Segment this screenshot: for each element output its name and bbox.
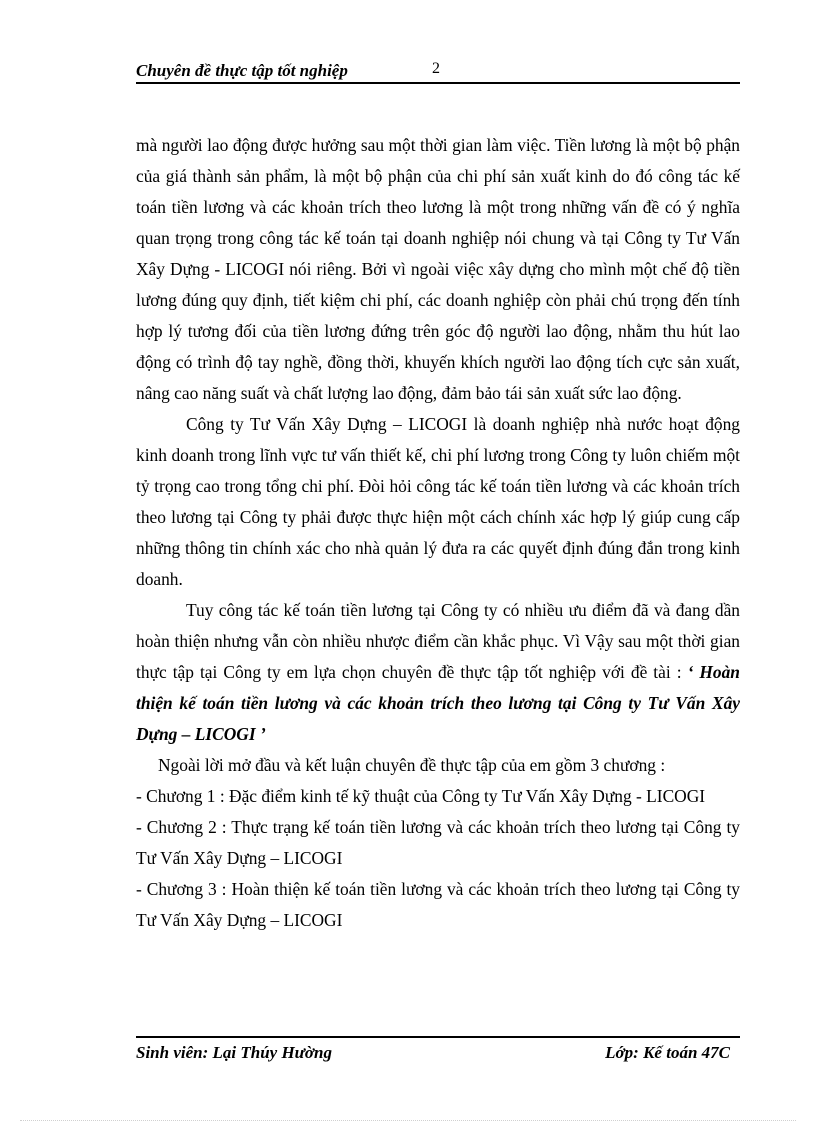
student-name: Sinh viên: Lại Thúy Hường: [136, 1043, 332, 1062]
page-edge-divider: [20, 1120, 796, 1121]
paragraph-1: mà người lao động được hưởng sau một thời gian làm việc. Tiền lương là một bộ phận của giá thành sản phẩm, là một bộ phận của chi phí sản xuất kinh do đó công tác kế toán tiền lương và các khoản trích theo lương là một trong những vấn đề có ý nghĩa quan trọng trong công tác kế toán tại doanh nghiệp nói chung và tại Công ty Tư Vấn Xây Dựng - LICOGI nói riêng. Bởi vì ngoài việc xây dựng cho mình một chế độ tiền lương đúng quy định, tiết kiệm chi phí, các doanh nghiệp còn phải chú trọng đến tính hợp lý tương đối của tiền lương đứng trên góc độ người lao động, nhằm thu hút lao động có trình độ tay nghề, đồng thời, khuyến khích người lao động tích cực sản xuất, nâng cao năng suất và chất lượng lao động, đảm bảo tái sản xuất sức lao động.: [136, 135, 740, 403]
chapter-1: - Chương 1 : Đặc điểm kinh tế kỹ thuật của Công ty Tư Vấn Xây Dựng - LICOGI: [136, 786, 706, 806]
paragraph-2: Công ty Tư Vấn Xây Dựng – LICOGI là doanh nghiệp nhà nước hoạt động kinh doanh trong lĩnh vực tư vấn thiết kế, chi phí lương trong Công ty luôn chiếm một tỷ trọng cao trong tổng chi phí. Đòi hỏi công tác kế toán tiền lương và các khoản trích theo lương tại Công ty phải được thực hiện một cách chính xác hợp lý giúp cung cấp những thông tin chính xác cho nhà quản lý đưa ra các quyết định đúng đắn trong kinh doanh.: [136, 414, 740, 589]
paragraph-3-text: Tuy công tác kế toán tiền lương tại Công ty có nhiều ưu điểm đã và đang dần hoàn thiện nhưng vẫn còn nhiều nhược điểm cần khắc phục. Vì Vậy sau một thời gian thực tập tại Công ty em lựa chọn chuyên đề thực tập tốt nghiệp với đề tài :: [136, 600, 740, 682]
page-footer: [136, 1036, 740, 1070]
class-name: Lớp: Kế toán 47C: [605, 1043, 730, 1062]
chapter-3: - Chương 3 : Hoàn thiện kế toán tiền lương và các khoản trích theo lương tại Công ty Tư Vấn Xây Dựng – LICOGI: [136, 879, 740, 930]
page-number: 2: [432, 60, 440, 77]
chapter-2: - Chương 2 : Thực trạng kế toán tiền lương và các khoản trích theo lương tại Công ty Tư Vấn Xây Dựng – LICOGI: [136, 817, 740, 868]
document-body: [136, 130, 740, 936]
paragraph-3: [136, 595, 740, 750]
document-title: Chuyên đề thực tập tốt nghiệp: [136, 61, 348, 80]
page-header: [136, 58, 740, 84]
thesis-topic: ‘ Hoàn thiện kế toán tiền lương và các khoản trích theo lương tại Công ty Tư Vấn Xây Dựng – LICOGI ’: [136, 662, 740, 744]
chapters-intro: Ngoài lời mở đầu và kết luận chuyên đề thực tập của em gồm 3 chương :: [158, 755, 666, 775]
